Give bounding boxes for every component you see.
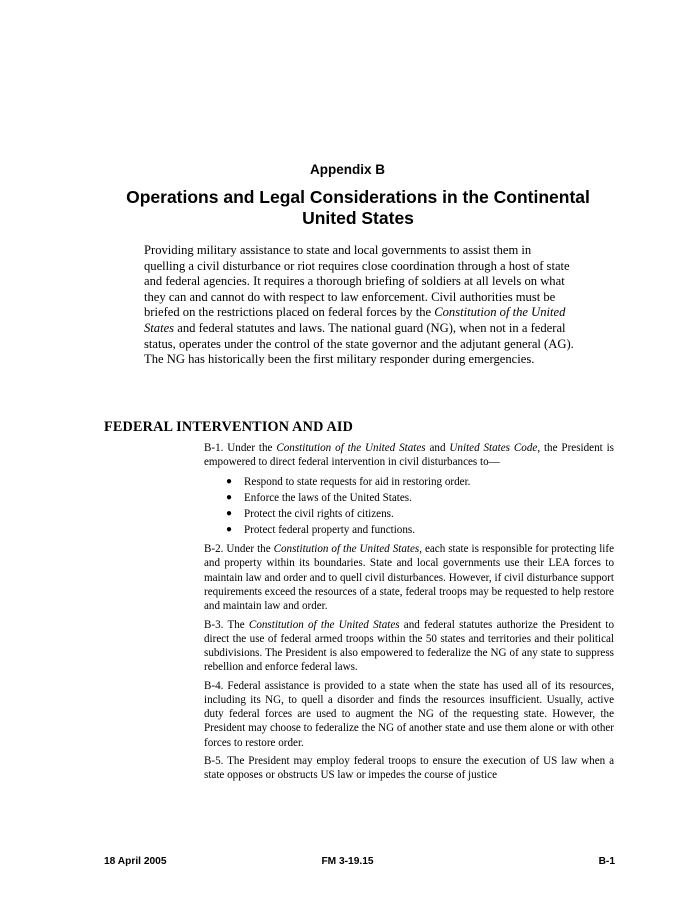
bullet-text: Enforce the laws of the United States. bbox=[244, 492, 412, 504]
intro-text-part-2: and federal statutes and laws. The national guard (NG), when not in a federal status, operates under the control of the state governor and the adjutant general (AG). The NG has historically been the first military responder during emergencies. bbox=[144, 320, 574, 367]
paragraph-b2 bbox=[204, 542, 614, 613]
b3-italic-constitution: Constitution of the United States bbox=[248, 618, 400, 631]
b2-lead: B-2. Under the bbox=[204, 543, 274, 556]
b1-lead: B-1. Under the bbox=[204, 442, 277, 454]
paragraph-b5: B-5. The President may employ federal troops to ensure the execution of US law when a state opposes or obstructs US law or impedes the course of justice bbox=[204, 755, 614, 782]
list-item bbox=[204, 522, 614, 538]
footer-manual-number: FM 3-19.15 bbox=[321, 856, 374, 867]
bullet-icon: ● bbox=[226, 524, 233, 536]
bullet-text: Protect federal property and functions. bbox=[244, 524, 415, 537]
intro-text-part-1: Providing military assistance to state and local governments to assist them in quelling a civil disturbance or riot requires close coordination through a host of state and federal agencies. It requires a thorough briefing of soldiers at all levels on what they can and cannot do with respect to law enforcement. Civil authorities must be briefed on the restrictions placed on federal forces by the bbox=[144, 243, 570, 320]
paragraph-b4: B-4. Federal assistance is provided to a state when the state has used all of its resources, including its NG, to quell a disorder and finds the resources insufficient. Usually, active duty federal forces are used to augment the NG of the requesting state. However, the President may choose to federalize the NG of another state and use them alone or with other forces to restore order. bbox=[204, 679, 614, 749]
footer-date: 18 April 2005 bbox=[104, 856, 167, 867]
bullet-icon: ● bbox=[226, 492, 233, 503]
bullet-icon: ● bbox=[226, 508, 233, 520]
b2-italic-constitution: Constitution of the United States bbox=[273, 543, 420, 556]
intro-italic-constitution: Constitution of the United States bbox=[144, 305, 566, 335]
b1-tail: , the President is empowered to direct federal intervention in civil disturbances to— bbox=[204, 442, 614, 469]
b3-lead: B-3. The bbox=[204, 618, 249, 631]
bullet-text: Protect the civil rights of citizens. bbox=[244, 508, 394, 521]
bullet-list bbox=[204, 474, 614, 538]
list-item bbox=[204, 474, 614, 490]
intro-paragraph bbox=[144, 243, 574, 368]
footer-page-number: B-1 bbox=[598, 856, 615, 867]
list-item bbox=[204, 490, 614, 506]
paragraph-b1 bbox=[204, 441, 614, 469]
b2-tail: , each state is responsible for protecting life and property within its boundaries. State and local governments use their LEA forces to maintain law and order and to quell civil disturbances. However, if civil disturbance support requirements exceed the resources of a state, federal troops may be requested to help restore and maintain law and order. bbox=[204, 543, 614, 612]
page-title: Operations and Legal Considerations in the Continental United States bbox=[126, 187, 590, 228]
bullet-text: Respond to state requests for aid in restoring order. bbox=[244, 475, 471, 488]
paragraph-b3 bbox=[204, 618, 614, 675]
b1-italic-constitution: Constitution of the United States bbox=[276, 442, 426, 454]
bullet-icon: ● bbox=[226, 475, 233, 487]
list-item bbox=[204, 506, 614, 522]
b1-mid: and bbox=[425, 442, 450, 454]
section-body bbox=[204, 441, 614, 787]
section-heading: FEDERAL INTERVENTION AND AID bbox=[104, 419, 354, 435]
b1-italic-us-code: United States Code bbox=[449, 442, 538, 454]
b3-tail: and federal statutes authorize the President to direct the use of federal armed troops within the 50 states and territories and their political subdivisions. The President is also empowered to federalize the NG of any state to suppress rebellion and enforce federal laws. bbox=[204, 618, 614, 674]
appendix-label: Appendix B bbox=[309, 162, 385, 177]
